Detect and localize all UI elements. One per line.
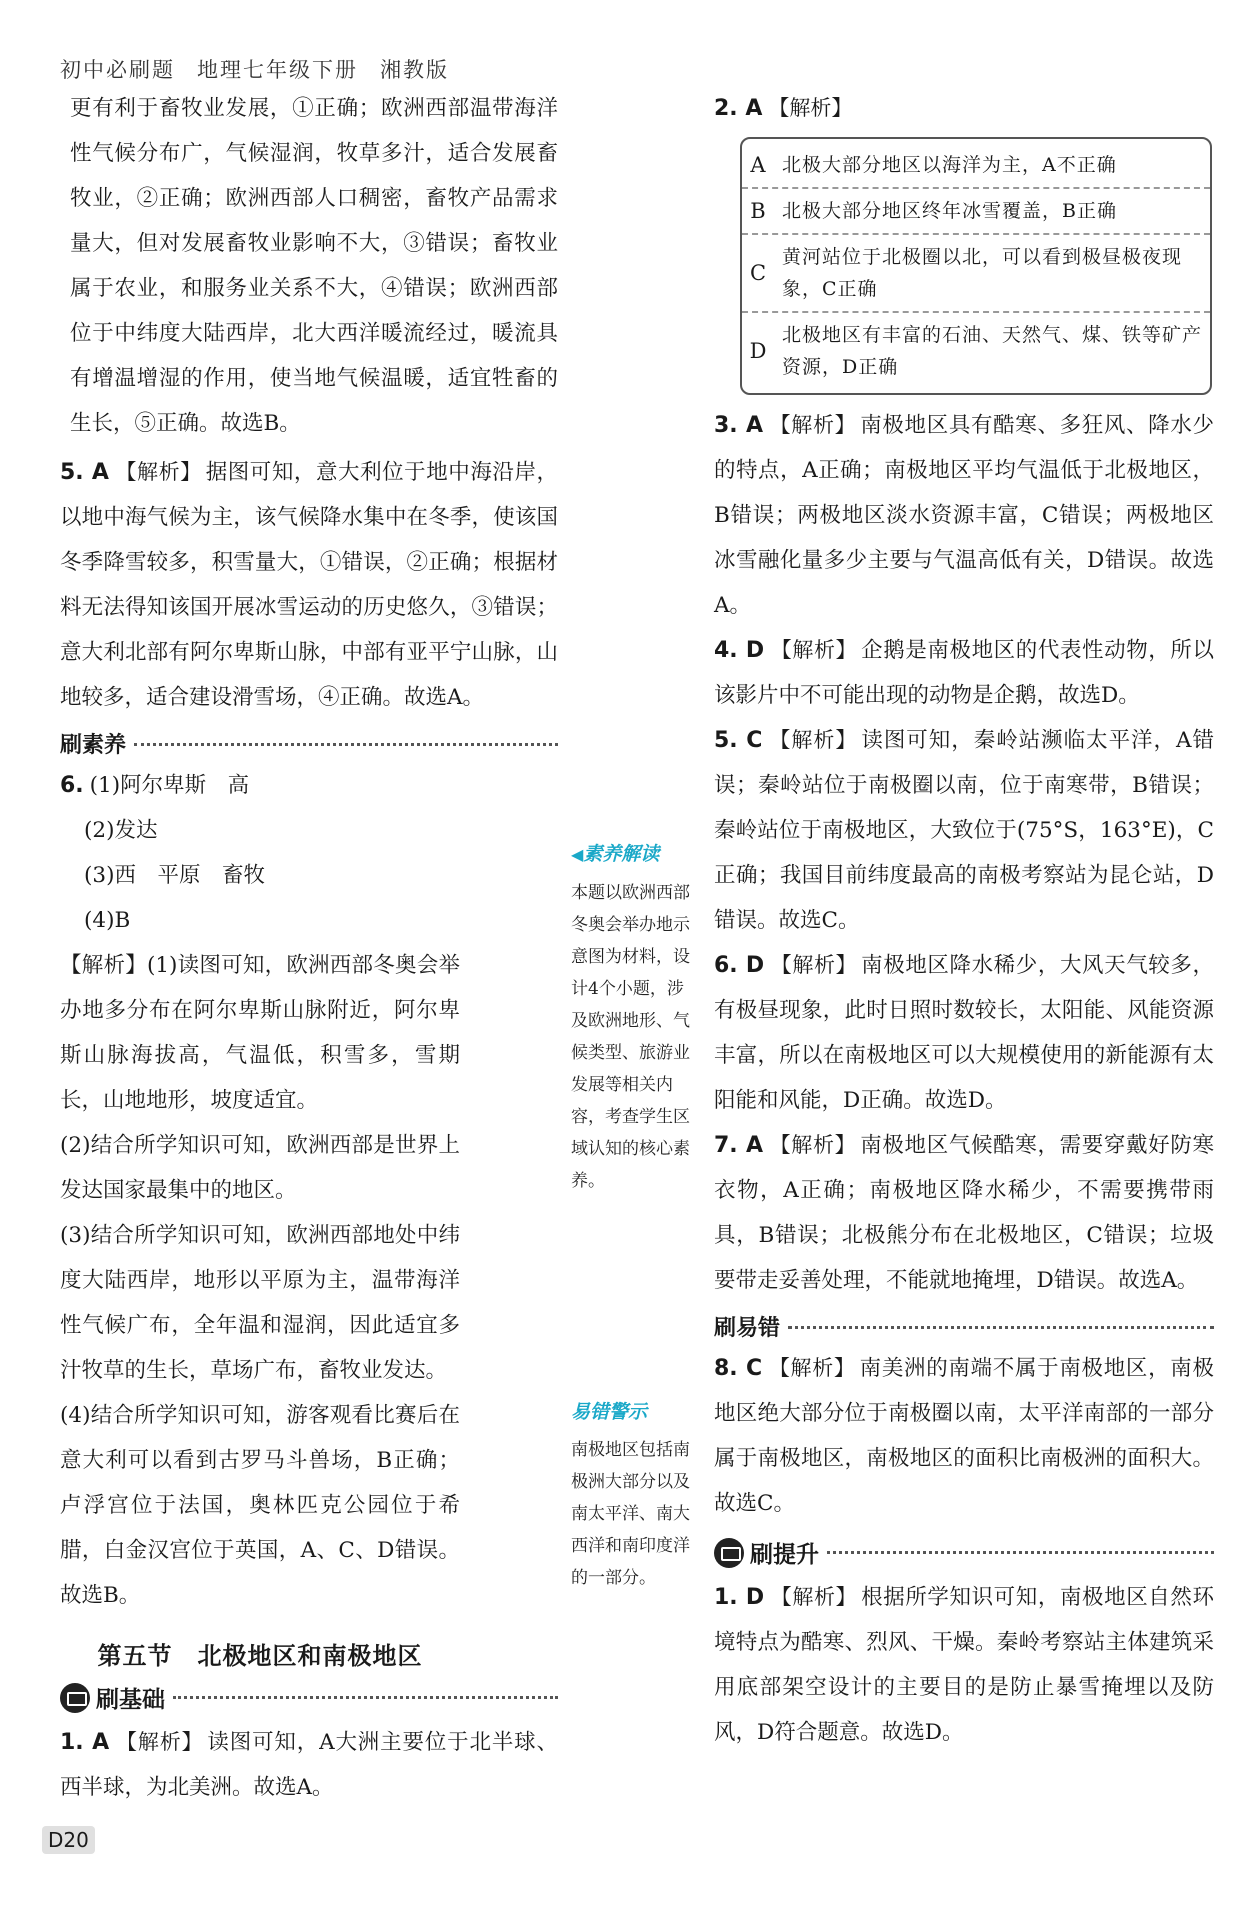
question-number: 5. A [60, 460, 109, 485]
question-5-right: 5. C 【解析】 读图可知，秦岭站濒临太平洋，A错误；秦岭站位于南极圈以南，位于南寒带，B错误；秦岭站位于南极地区，大致位于(75°S，163°E)，C正确；我国目前纬度最高的南极考察站为昆仑站，D错误。故选C。 [714, 728, 1215, 933]
answer-1: (1)阿尔卑斯 高 [89, 773, 250, 798]
explanation-3: (3)结合所学知识可知，欧洲西部地处中纬度大陆西岸，地形以平原为主，温带海洋性气候广布，全年温和湿润，因此适宜多汁牧草的生长，草场广布，畜牧业发达。 [60, 1223, 460, 1383]
answer-3: (3)西 平原 畜牧 [84, 863, 265, 888]
question-1-basic [60, 1720, 558, 1810]
right-column [714, 86, 1214, 1755]
section-label: 刷易错 [714, 1316, 781, 1341]
table-row: D 北极地区有丰富的石油、天然气、煤、铁等矿产资源，D正确 [749, 324, 1203, 378]
dotted-divider [788, 1325, 1214, 1329]
question-7: 7. A 【解析】 南极地区气候酷寒，需要穿戴好防寒衣物，A正确；南极地区降水稀少，不需要携带雨具，B错误；北极熊分布在北极地区，C错误；垃圾要带走妥善处理，不能就地掩埋，D错误。故选A。 [714, 1133, 1214, 1293]
answer-4: (4)B [84, 908, 131, 933]
explanation-1: 【解析】(1)读图可知，欧洲西部冬奥会举办地多分布在阿尔卑斯山脉附近，阿尔卑斯山脉海拔高，气温低，积雪多，雪期长，山地地形，坡度适宜。 [60, 953, 460, 1113]
left-column [60, 86, 558, 1810]
side-note-mistake [571, 1396, 699, 1594]
table-row: A 北极大部分地区以海洋为主，A不正确 [742, 143, 1210, 189]
side-note-literacy [571, 838, 699, 1197]
section-label: 刷素养 [60, 733, 127, 758]
question-number: 1. A [60, 1730, 110, 1755]
table-row: C 黄河站位于北极圈以北，可以看到极昼极夜现象，C正确 [742, 235, 1210, 313]
question-1-advanced: 1. D 【解析】 根据所学知识可知，南极地区自然环境特点为酷寒、烈风、干燥。秦岭考察站主体建筑采用底部架空设计的主要目的是防止暴雪掩埋以及防风，D符合题意。故选D。 [714, 1585, 1214, 1745]
arrow-icon: ◀ [571, 845, 584, 864]
table-row: B 北极大部分地区终年冰雪覆盖，B正确 [742, 189, 1210, 235]
note-title: 易错警示 [571, 1401, 648, 1423]
series-name: 初中必刷题 [60, 58, 175, 82]
question-8: 8. C 【解析】 南美洲的南端不属于南极地区，南极地区绝大部分位于南极圈以南，太平洋南部的一部分属于南极地区，南极地区的面积比南极洲的面积大。故选C。 [714, 1356, 1214, 1516]
dotted-divider [134, 742, 558, 746]
question-text: 读图可知，A大洲主要位于北半球、西半球，为北美洲。故选A。 [60, 1730, 559, 1800]
section-suyang [60, 728, 558, 759]
page-number: D20 [42, 1826, 95, 1854]
question-3: 3. A 【解析】 南极地区具有酷寒、多狂风、降水少的特点，A正确；南极地区平均气温低于北极地区，B错误；两极地区淡水资源丰富，C错误；两极地区冰雪融化量多少主要与气温高低有关，D错误。故选A。 [714, 413, 1214, 618]
question-text: 据图可知，意大利位于地中海沿岸，以地中海气候为主，该气候降水集中在冬季，使该国冬季降雪较多，积雪量大，①错误，②正确；根据材料无法得知该国开展冰雪运动的历史悠久，③错误；意大利北部有阿尔卑斯山脉，中部有亚平宁山脉，山地较多，适合建设滑雪场，④正确。故选A。 [60, 460, 558, 710]
badge-label: 刷基础 [96, 1687, 165, 1713]
page-header [60, 54, 471, 84]
question-5 [60, 450, 558, 720]
book-icon [60, 1683, 90, 1713]
book-icon [714, 1538, 744, 1568]
note-text: 本题以欧洲西部冬奥会举办地示意图为材料，设计4个小题，涉及欧洲地形、气候类型、旅游业发展等相关内容，考查学生区域认知的核心素养。 [571, 883, 690, 1191]
section-title: 第五节 北极地区和南极地区 [97, 1642, 423, 1670]
dotted-divider [173, 1696, 558, 1699]
question-4: 4. D 【解析】 企鹅是南极地区的代表性动物，所以该影片中不可能出现的动物是企鹅，故选D。 [714, 638, 1214, 708]
section-yicuo [714, 1311, 1214, 1342]
dotted-divider [827, 1551, 1214, 1554]
note-title: ◀素养解读 [571, 843, 660, 865]
note-text: 南极地区包括南极洲大部分以及南太平洋、南大西洋和南印度洋的一部分。 [571, 1440, 690, 1588]
answer-2: (2)发达 [84, 818, 158, 843]
continued-explanation: 更有利于畜牧业发展，①正确；欧洲西部温带海洋性气候分布广，气候湿润，牧草多汁，适合发展畜牧业，②正确；欧洲西部人口稠密，畜牧产品需求量大，但对发展畜牧业影响不大，③错误；畜牧业属于农业，和服务业关系不大，④错误；欧洲西部位于中纬度大陆西岸，北大西洋暖流经过，暖流具有增温增湿的作用，使当地气候温暖，适宜牲畜的生长，⑤正确。故选B。 [70, 96, 558, 436]
badge-tisheng [714, 1536, 1214, 1569]
explanation-4: (4)结合所学知识可知，游客观看比赛后在意大利可以看到古罗马斗兽场，B正确；卢浮宫位于法国，奥林匹克公园位于希腊，白金汉宫位于英国，A、C、D错误。故选B。 [60, 1403, 460, 1608]
analysis-tag: 【解析】 [115, 1730, 204, 1754]
question-2 [714, 86, 1214, 131]
question-6 [60, 763, 460, 1618]
question-number: 2. A [714, 96, 763, 121]
edition-name: 湘教版 [380, 58, 449, 82]
analysis-tag: 【解析】 [768, 96, 853, 120]
explanation-2: (2)结合所学知识可知，欧洲西部是世界上发达国家最集中的地区。 [60, 1133, 460, 1203]
badge-label: 刷提升 [750, 1542, 819, 1568]
subject-name: 地理七年级下册 [197, 58, 358, 82]
badge-jichu [60, 1681, 558, 1714]
analysis-table [740, 137, 1212, 395]
question-number: 6. [60, 773, 84, 798]
question-6-right: 6. D 【解析】 南极地区降水稀少，大风天气较多，有极昼现象，此时日照时数较长，太阳能、风能资源丰富，所以在南极地区可以大规模使用的新能源有太阳能和风能，D正确。故选D。 [714, 953, 1214, 1113]
analysis-tag: 【解析】 [114, 460, 202, 484]
